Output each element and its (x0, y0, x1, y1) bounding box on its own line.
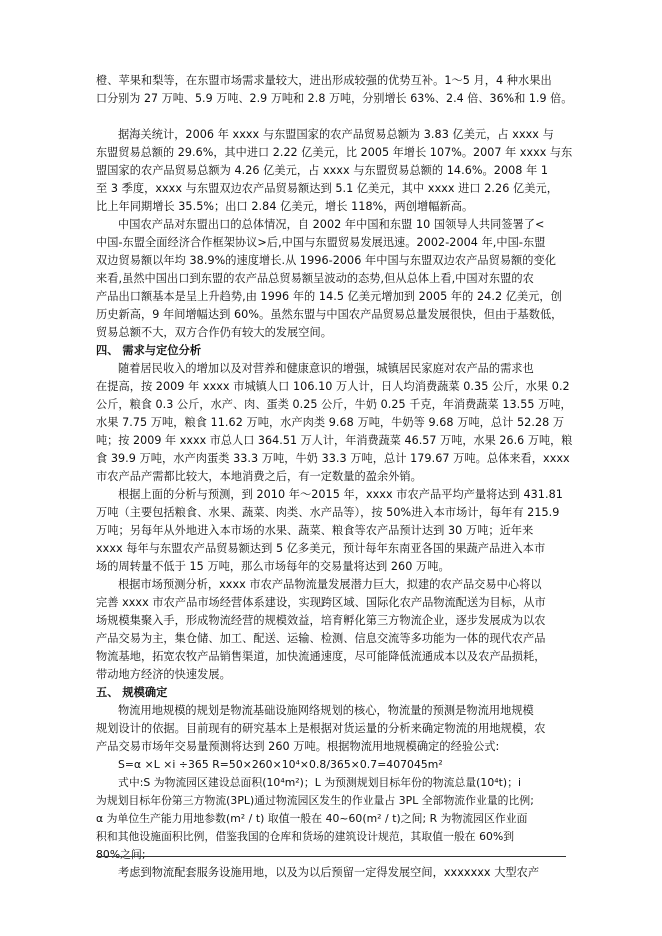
text-line: 规划设计的依据。目前现有的研究基本上是根据对货运量的分析来确定物流的用地规模，农 (96, 722, 546, 735)
text-line: 万吨；另每年从外地进入本市场的水果、蔬菜、粮食等农产品预计达到 30 万吨；近年来 (96, 524, 534, 537)
text-line: 在提高，按 2009 年 xxxx 市城镇人口 106.10 万人计，日人均消费蔬菜 0.35 公斤，水果 0.2 (96, 380, 570, 393)
text-line: 至 3 季度，xxxx 与东盟双边农产品贸易额达到 5.1 亿美元，其中 xxxx 进口 2.26 亿美元， (96, 182, 558, 195)
text-line: 根据上面的分析与预测，到 2010 年～2015 年，xxxx 市农产品平均产量将达到 431.81 (118, 488, 563, 501)
text-line: 式中:S 为物流园区建设总面积(10⁴m²)；L 为预测规划目标年份的物流总量(10⁴t)；i (118, 776, 522, 789)
text-line: 中国农产品对东盟出口的总体情况，自 2002 年中国和东盟 10 国领导人共同签署了< (118, 218, 545, 231)
text-line: 考虑到物流配套服务设施用地，以及为以后预留一定得发展空间，xxxxxxx 大型农产 (118, 866, 540, 879)
footer-rule (96, 856, 566, 857)
text-line: 盟国家的农产品贸易总额为 4.26 亿美元，占 xxxx 与东盟贸易总额的 14.6%。2008 年 1 (96, 164, 549, 177)
text-line: 中国-东盟全面经济合作框架协议>后,中国与东盟贸易发展迅速。2002-2004 年,中国-东盟 (96, 236, 546, 249)
text-line: 产品交易市场年交易量预测将达到 260 万吨。根据物流用地规模确定的经验公式: (96, 740, 500, 753)
text-line: 为规划目标年份第三方物流(3PL)通过物流园区发生的作业量占 3PL 全部物流作业量的比例; (96, 794, 534, 807)
text-line: 带动地方经济的快速发展。 (96, 668, 231, 681)
text-line: 比上年同期增长 35.5%；出口 2.84 亿美元，增长 118%，两创增幅新高。 (96, 200, 474, 213)
text-line: 市农产品产需都比较大，本地消费之后，有一定数量的盈余外销。 (96, 470, 422, 483)
text-line: 食 39.9 万吨，水产肉蛋类 33.3 万吨，牛奶 33.3 万吨，总计 179.67 万吨。总体来看，xxxx (96, 452, 570, 465)
text-line: 来看,虽然中国出口到东盟的农产品总贸易额呈波动的态势,但从总体上看,中国对东盟的农 (96, 272, 534, 285)
text-line: 完善 xxxx 市农产品市场经营体系建设，实现跨区域、国际化农产品物流配送为目标，从市 (96, 596, 546, 609)
text-line: 随着居民收入的增加以及对营养和健康意识的增强，城镇居民家庭对农产品的需求也 (118, 362, 534, 375)
text-line: 物流用地规模的规划是物流基础设施网络规划的核心，物流量的预测是物流用地规模 (118, 704, 534, 717)
text-line: 口分别为 27 万吨、5.9 万吨、2.9 万吨和 2.8 万吨，分别增长 63%、2.4 倍、36%和 1.9 倍。 (96, 92, 573, 105)
text-line: 双边贸易额以年均 38.9%的速度增长.从 1996-2006 年中国与东盟双边农产品贸易额的变化 (96, 254, 557, 267)
section-heading: 四、 需求与定位分析 (96, 344, 202, 357)
text-line: α 为单位生产能力用地参数(m² / t) 取值一般在 40~60(m² / t)之间; R 为物流园区作业面 (96, 812, 528, 825)
text-line: 场规模集聚入手，形成物流经营的规模效益，培育孵化第三方物流企业，逐步发展成为以农 (96, 614, 546, 627)
formula: S=α ×L ×i ÷365 R=50×260×10⁴×0.8/365×0.7=407045m² (118, 758, 443, 771)
text-line: 公斤，粮食 0.3 公斤，水产、肉、蛋类 0.25 公斤，牛奶 0.25 千克，年消费蔬菜 13.55 万吨， (96, 398, 572, 411)
text-line: xxxx 每年与东盟农产品贸易额达到 5 亿多美元，预计每年东南亚各国的果蔬产品进入本市 (96, 542, 546, 555)
section-heading: 五、 规模确定 (96, 686, 168, 699)
text-line: 水果 7.75 万吨，粮食 11.62 万吨，水产肉类 9.68 万吨，牛奶等 9.68 万吨，总计 52.28 万 (96, 416, 565, 429)
text-line: 万吨（主要包括粮食、水果、蔬菜、肉类、水产品等），按 50%进入本市场计，每年有 215.9 (96, 506, 560, 519)
text-line: 橙、苹果和梨等，在东盟市场需求量较大，进出形成较强的优势互补。1～5 月，4 种水果出 (96, 74, 552, 87)
text-line: 产品交易为主，集仓储、加工、配送、运输、检测、信息交流等多功能为一体的现代农产品 (96, 632, 546, 645)
text-line: 场的周转量不低于 15 万吨，那么市场每年的交易量将达到 260 万吨。 (96, 560, 450, 573)
text-line: 历史新高，9 年间增幅达到 60%。虽然东盟与中国农产品贸易总量发展很快，但由于基数低， (96, 308, 563, 321)
text-line: 80%之间; (96, 848, 146, 861)
text-line: 产品出口额基本是呈上升趋势,由 1996 年的 14.5 亿美元增加到 2005 年的 24.2 亿美元，创 (96, 290, 562, 303)
text-line: 贸易总额不大，双方合作仍有较大的发展空间。 (96, 326, 332, 339)
text-line: 根据市场预测分析，xxxx 市农产品物流量发展潜力巨大，拟建的农产品交易中心将以 (118, 578, 542, 591)
text-line: 吨；按 2009 年 xxxx 市总人口 364.51 万人计，年消费蔬菜 46.57 万吨，水果 26.6 万吨，粮 (96, 434, 573, 447)
text-line: 物流基地，拓宽农牧产品销售渠道，加快流通速度，尽可能降低流通成本以及农产品损耗， (96, 650, 546, 663)
text-line: 据海关统计，2006 年 xxxx 与东盟国家的农产品贸易总额为 3.83 亿美元，占 xxxx 与 (118, 128, 554, 141)
text-line: 积和其他设施面积比例，借鉴我国的仓库和货场的建筑设计规范，其取值一般在 60%到 (96, 830, 515, 843)
text-line: 东盟贸易总额的 29.6%，其中进口 2.22 亿美元，比 2005 年增长 107%。2007 年 xxxx 与东 (96, 146, 573, 159)
